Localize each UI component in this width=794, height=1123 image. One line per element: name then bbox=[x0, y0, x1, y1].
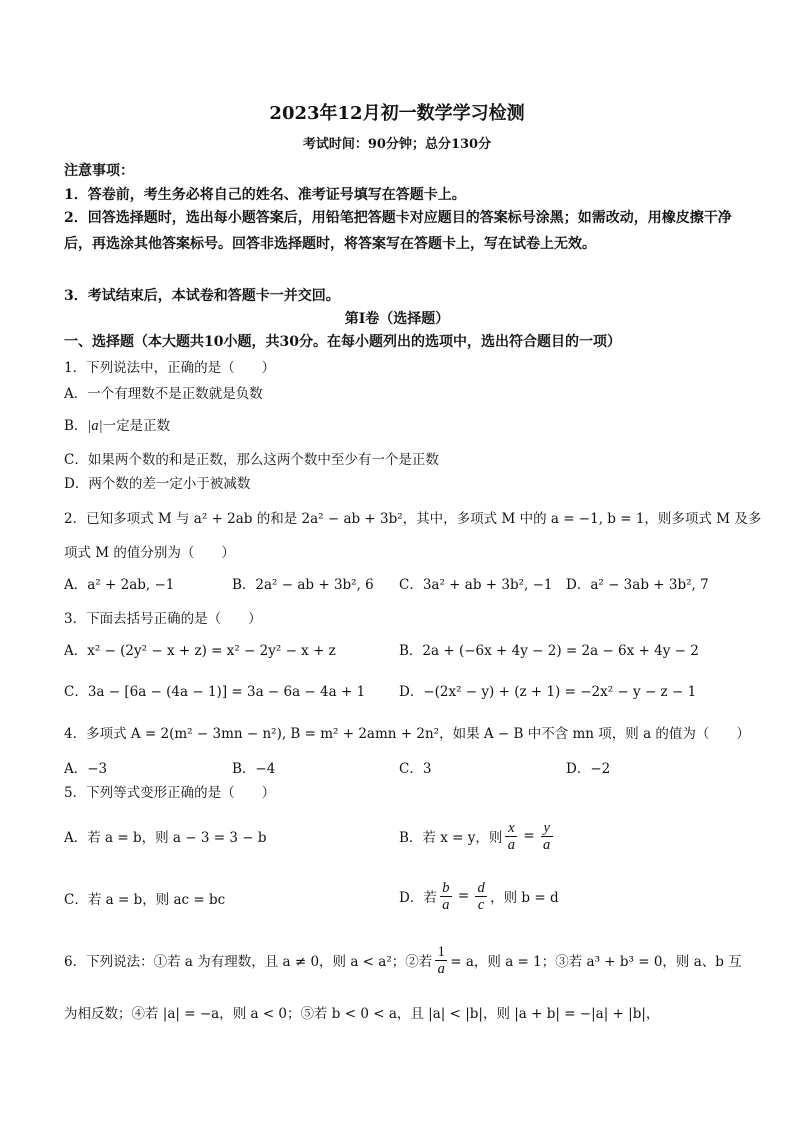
q5-option-b-prefix: B．若 x = y，则 bbox=[399, 830, 503, 846]
q3-option-a: A．x² − (2y² − x + z) = x² − 2y² − x + z bbox=[64, 643, 336, 659]
note-item-1: 1．答卷前，考生务必将自己的姓名、准考证号填写在答题卡上。 bbox=[64, 187, 466, 203]
q5-b-fraction-1 bbox=[505, 820, 517, 853]
q4-option-a: A．−3 bbox=[64, 761, 108, 777]
note-item-3: 3．考试结束后，本试卷和答题卡一并交回。 bbox=[64, 288, 340, 304]
q5-option-d-suffix: ，则 b = d bbox=[490, 890, 559, 906]
q5-option-d bbox=[399, 876, 559, 916]
q3-option-d: D．−(2x² − y) + (z + 1) = −2x² − y − z − 1 bbox=[399, 684, 697, 700]
q6-part2: = a，则 a = 1；③若 a³ + b³ = 0，则 a、b 互 bbox=[450, 954, 742, 970]
q4-option-b: B．−4 bbox=[232, 761, 276, 777]
q6-frac-numerator: 1 bbox=[437, 943, 445, 960]
q1-option-b-math: |a| bbox=[87, 418, 103, 434]
q2-stem-line2: 项式 M 的值分别为（ ） bbox=[64, 545, 235, 561]
q5-d-frac2-denominator: c bbox=[477, 896, 485, 913]
q5-option-d-prefix: D．若 bbox=[399, 890, 437, 906]
q2-option-b: B．2a² − ab + 3b², 6 bbox=[232, 577, 374, 593]
q5-d-fraction-1 bbox=[440, 880, 452, 913]
q5-b-frac2-numerator: y bbox=[543, 819, 550, 836]
q1-option-b-text: 一定是正数 bbox=[102, 418, 171, 434]
q2-stem-line1: 2．已知多项式 M 与 a² + 2ab 的和是 2a² − ab + 3b²，其中，多项式 M 中的 a = −1, b = 1，则多项式 M 及多 bbox=[64, 511, 762, 527]
section-heading: 一、选择题（本大题共10小题，共30分。在每小题列出的选项中，选出符合题目的一项） bbox=[64, 334, 621, 350]
q5-b-equals: = bbox=[523, 828, 535, 844]
q2-option-d: D．a² − 3ab + 3b², 7 bbox=[566, 577, 709, 593]
q1-option-a: A．一个有理数不是正数就是负数 bbox=[64, 386, 263, 402]
q5-b-fraction-2 bbox=[541, 820, 553, 853]
q4-option-c: C．3 bbox=[399, 761, 432, 777]
q6-frac-denominator: a bbox=[437, 960, 445, 977]
q3-option-c: C．3a − [6a − (4a − 1)] = 3a − 6a − 4a + 1 bbox=[64, 684, 366, 700]
q1-option-b-prefix: B． bbox=[64, 418, 88, 434]
volume-title: 第Ⅰ卷（选择题） bbox=[344, 311, 450, 327]
q5-option-c: C．若 a = b，则 ac = bc bbox=[64, 892, 226, 908]
q4-stem: 4．多项式 A = 2(m² − 3mn − n²), B = m² + 2amn + 2n²，如果 A − B 中不含 mn 项，则 a 的值为（ ） bbox=[64, 726, 750, 742]
q4-option-d: D．−2 bbox=[566, 761, 611, 777]
q1-option-c: C．如果两个数的和是正数，那么这两个数中至少有一个是正数 bbox=[64, 452, 439, 468]
q5-d-frac1-numerator: b bbox=[442, 879, 450, 896]
notes-heading: 注意事项： bbox=[64, 163, 134, 179]
q1-option-d: D．两个数的差一定小于被减数 bbox=[64, 476, 251, 492]
q5-d-fraction-2 bbox=[475, 880, 487, 913]
q3-stem: 3．下面去括号正确的是（ ） bbox=[64, 611, 262, 627]
q2-option-a: A．a² + 2ab, −1 bbox=[64, 577, 175, 593]
note-item-2: 2．回答选择题时，选出每小题答案后，用铅笔把答题卡对应题目的答案标号涂黑；如需改动，用橡皮擦干净后，再选涂其他答案标号。回答非选择题时，将答案写在答题卡上，写在试卷上无效。 bbox=[64, 210, 732, 252]
q5-option-b bbox=[399, 816, 556, 856]
q2-option-c: C．3a² + ab + 3b², −1 bbox=[399, 577, 553, 593]
q5-b-frac2-denominator: a bbox=[543, 836, 551, 853]
q5-option-a: A．若 a = b，则 a − 3 = 3 − b bbox=[64, 830, 267, 846]
q5-d-frac1-denominator: a bbox=[442, 896, 450, 913]
page-title: 2023年12月初一数学学习检测 bbox=[269, 103, 525, 124]
exam-info: 考试时间：90分钟；总分130分 bbox=[302, 137, 492, 152]
q5-d-equals: = bbox=[457, 888, 470, 904]
q1-option-b bbox=[64, 414, 170, 435]
q5-d-frac2-numerator: d bbox=[477, 879, 485, 896]
q6-part1: 6．下列说法：①若 a 为有理数，且 a ≠ 0，则 a < a²；②若 bbox=[64, 954, 433, 970]
q5-b-frac1-numerator: x bbox=[508, 819, 515, 836]
q1-stem: 1．下列说法中，正确的是（ ） bbox=[64, 360, 276, 376]
q5-stem: 5．下列等式变形正确的是（ ） bbox=[64, 785, 276, 801]
q3-option-b: B．2a + (−6x + 4y − 2) = 2a − 6x + 4y − 2 bbox=[399, 643, 699, 659]
q5-b-frac1-denominator: a bbox=[507, 836, 515, 853]
q6-line1 bbox=[64, 940, 742, 980]
q6-fraction bbox=[435, 944, 447, 977]
q6-line2: 为相反数；④若 |a| = −a，则 a < 0；⑤若 b < 0 < a，且 |a| < |b|，则 |a + b| = −|a| + |b|， bbox=[64, 1006, 660, 1022]
